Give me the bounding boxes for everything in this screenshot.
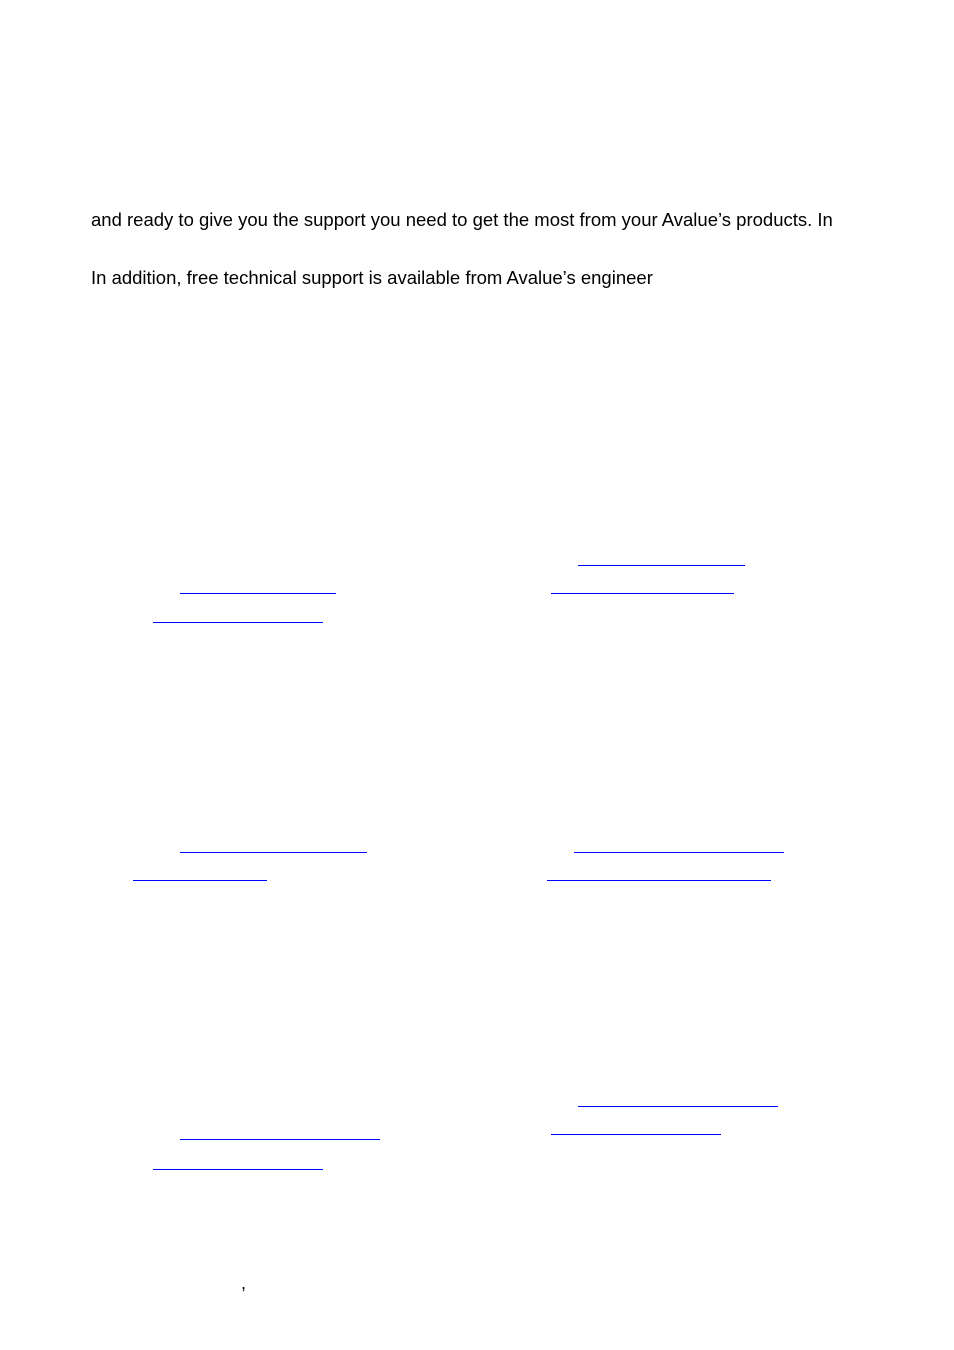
link-underline[interactable] [578, 565, 745, 566]
link-underline[interactable] [180, 1139, 380, 1140]
link-underline[interactable] [153, 1169, 323, 1170]
paragraph-line-1: and ready to give you the support you need to get the most from your Avalue’s products. In [91, 209, 833, 230]
link-underline[interactable] [180, 593, 336, 594]
link-underline[interactable] [153, 622, 323, 623]
link-underline[interactable] [551, 1134, 721, 1135]
link-underline[interactable] [133, 880, 267, 881]
link-underline[interactable] [578, 1106, 778, 1107]
link-underline[interactable] [551, 593, 734, 594]
link-underline[interactable] [574, 852, 784, 853]
link-underline[interactable] [547, 880, 771, 881]
link-underline[interactable] [180, 852, 367, 853]
footer-comma: , [241, 1273, 247, 1293]
paragraph-line-2: In addition, free technical support is available from Avalue’s engineer [91, 267, 653, 288]
